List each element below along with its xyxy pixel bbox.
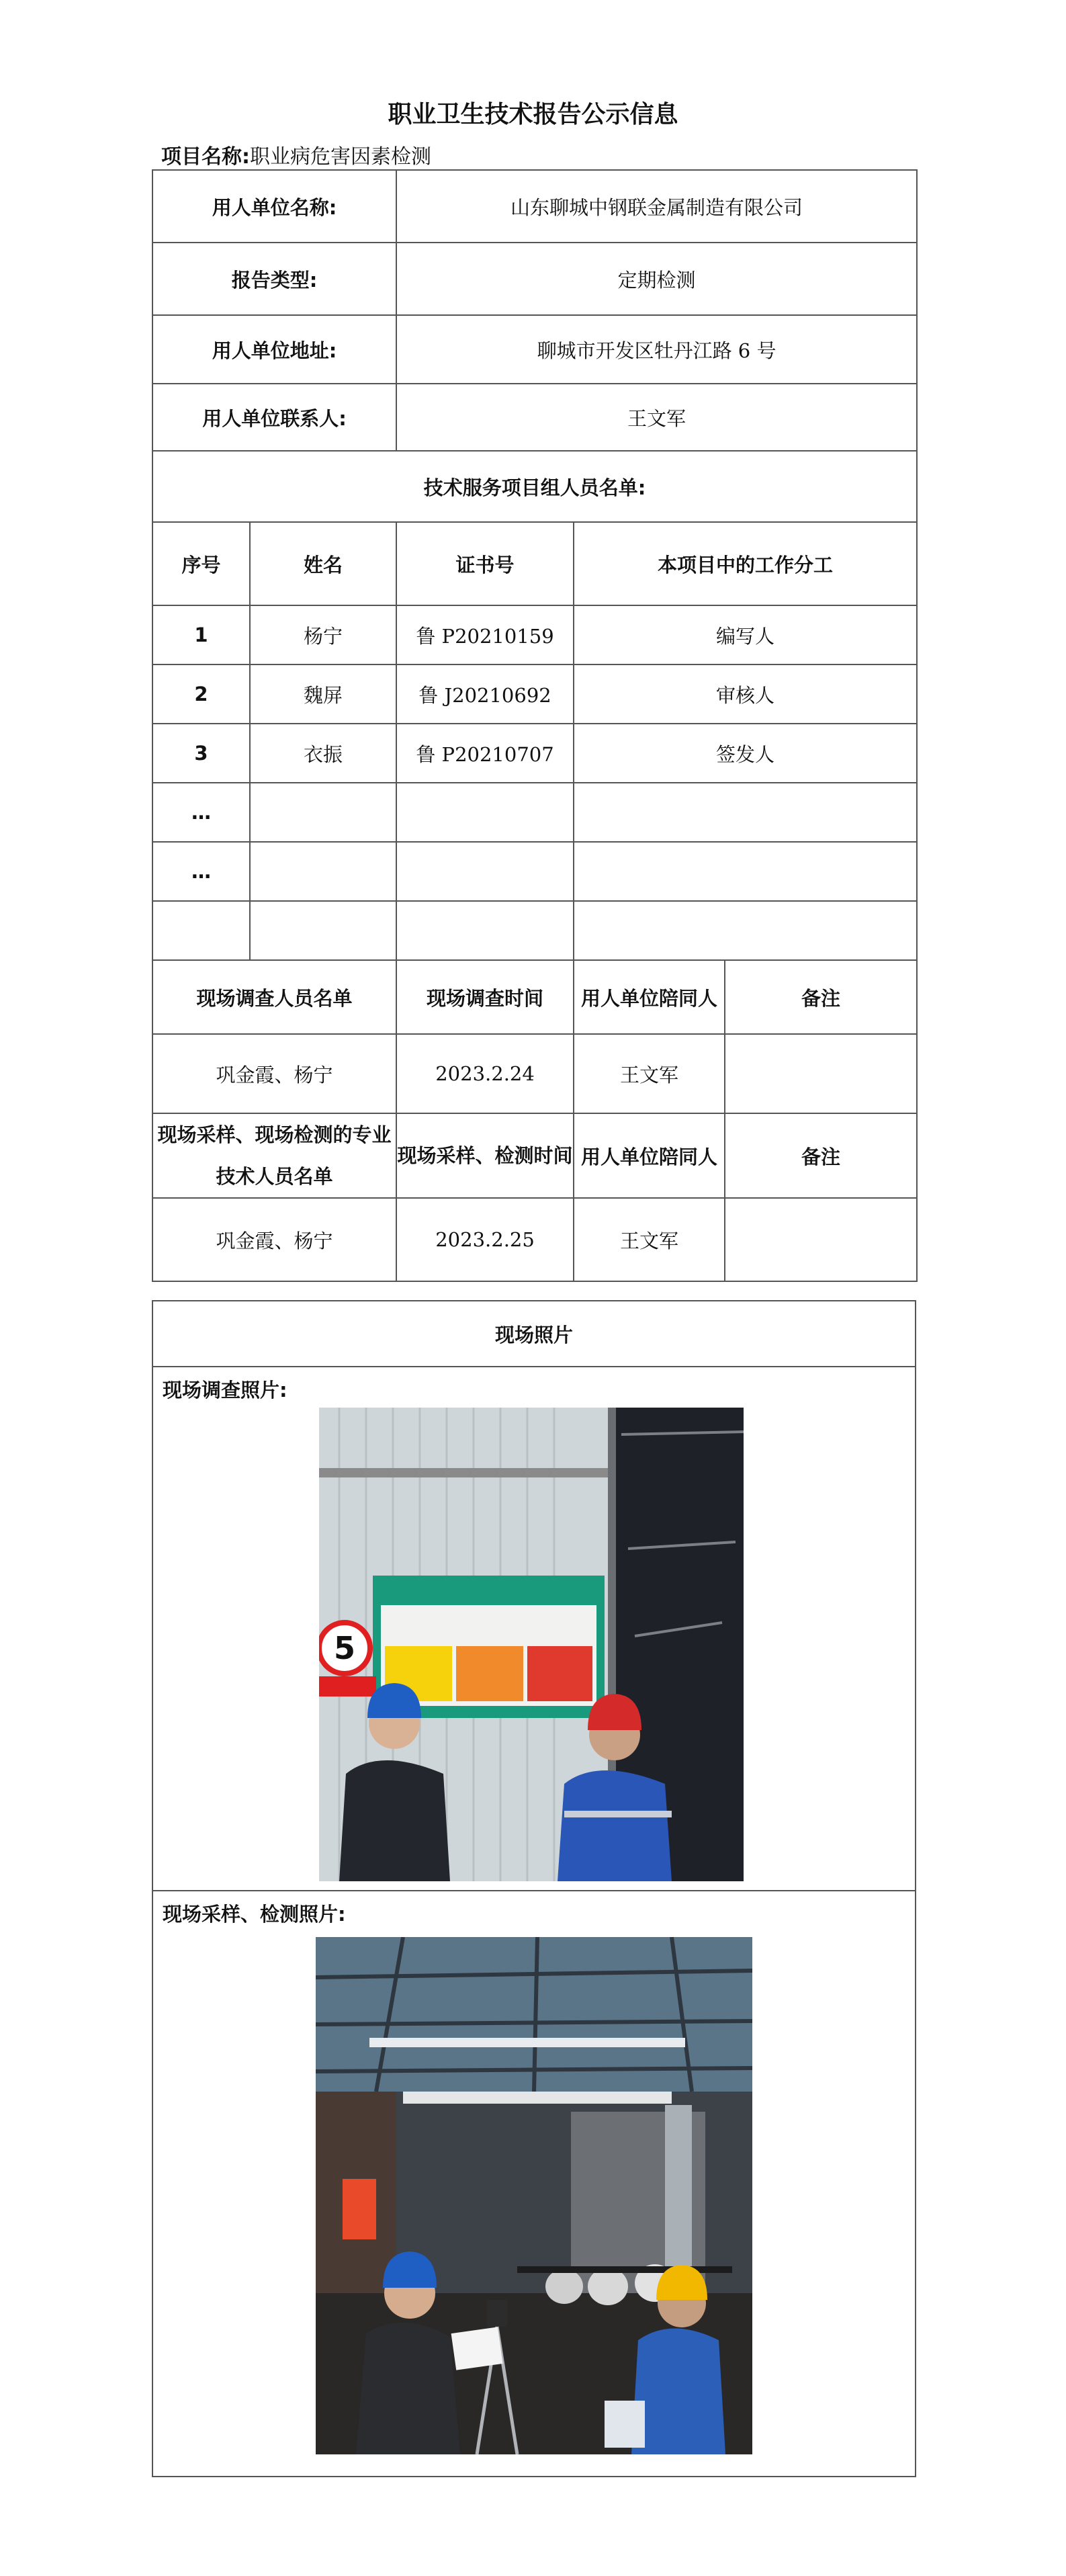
contact-label: 用人单位联系人:	[152, 384, 396, 451]
info-row-address	[152, 315, 917, 384]
page-title: 职业卫生技术报告公示信息	[388, 101, 678, 128]
sampling-header-remark: 备注	[725, 1113, 917, 1198]
sampling-photo	[316, 1937, 752, 2454]
table-row	[152, 724, 917, 783]
team-name	[250, 783, 396, 842]
sampling-staff: 巩金霞、杨宁	[152, 1198, 396, 1281]
team-seq: …	[152, 842, 250, 901]
team-role: 审核人	[574, 664, 917, 724]
team-name	[250, 842, 396, 901]
table-row	[152, 783, 917, 842]
company-value: 山东聊城中钢联金属制造有限公司	[396, 170, 917, 243]
team-cert	[396, 783, 574, 842]
survey-photo-label: 现场调查照片:	[163, 1379, 287, 1402]
team-title: 技术服务项目组人员名单:	[152, 451, 917, 522]
survey-header-row	[152, 960, 917, 1034]
team-cert: 鲁 P20210707	[396, 724, 574, 783]
info-row-contact	[152, 384, 917, 451]
company-label: 用人单位名称:	[152, 170, 396, 243]
survey-staff: 巩金霞、杨宁	[152, 1034, 396, 1113]
sampling-header-staff: 现场采样、现场检测的专业技术人员名单	[152, 1113, 396, 1198]
address-value: 聊城市开发区牡丹江路 6 号	[396, 315, 917, 384]
team-title-row	[152, 451, 917, 522]
contact-value: 王文军	[396, 384, 917, 451]
team-seq: 2	[152, 664, 250, 724]
report-type-value: 定期检测	[396, 243, 917, 315]
table-row	[152, 842, 917, 901]
sampling-photo-label: 现场采样、检测照片:	[163, 1903, 346, 1926]
team-name	[250, 901, 396, 960]
team-seq: 3	[152, 724, 250, 783]
info-row-company	[152, 170, 917, 243]
team-name: 衣振	[250, 724, 396, 783]
project-name	[161, 140, 431, 169]
sampling-header-time: 现场采样、检测时间	[396, 1113, 574, 1198]
survey-escort: 王文军	[574, 1034, 725, 1113]
team-header-seq: 序号	[152, 522, 250, 605]
address-label: 用人单位地址:	[152, 315, 396, 384]
team-header-role: 本项目中的工作分工	[574, 522, 917, 605]
svg-text:5: 5	[333, 1630, 356, 1666]
survey-photo	[319, 1408, 744, 1881]
team-header-row	[152, 522, 917, 605]
survey-header-escort: 用人单位陪同人	[574, 960, 725, 1034]
team-seq	[152, 901, 250, 960]
team-cert	[396, 842, 574, 901]
sampling-header-escort: 用人单位陪同人	[574, 1113, 725, 1198]
sampling-remark	[725, 1198, 917, 1281]
team-role	[574, 783, 917, 842]
sampling-time: 2023.2.25	[396, 1198, 574, 1281]
table-row	[152, 901, 917, 960]
team-role	[574, 901, 917, 960]
survey-remark	[725, 1034, 917, 1113]
team-seq: 1	[152, 605, 250, 664]
team-cert: 鲁 J20210692	[396, 664, 574, 724]
survey-row	[152, 1034, 917, 1113]
table-row	[152, 605, 917, 664]
photos-title: 现场照片	[152, 1301, 916, 1367]
survey-header-time: 现场调查时间	[396, 960, 574, 1034]
photos-title-row	[152, 1301, 916, 1367]
team-header-name: 姓名	[250, 522, 396, 605]
project-value: 职业病危害因素检测	[250, 145, 431, 169]
survey-header-remark: 备注	[725, 960, 917, 1034]
team-name: 杨宁	[250, 605, 396, 664]
sampling-header-row	[152, 1113, 917, 1198]
report-info-table	[152, 169, 918, 1282]
table-row	[152, 664, 917, 724]
team-seq: …	[152, 783, 250, 842]
sampling-row	[152, 1198, 917, 1281]
team-cert	[396, 901, 574, 960]
team-role	[574, 842, 917, 901]
sampling-escort: 王文军	[574, 1198, 725, 1281]
team-role: 签发人	[574, 724, 917, 783]
team-role: 编写人	[574, 605, 917, 664]
survey-header-staff: 现场调查人员名单	[152, 960, 396, 1034]
info-row-report-type	[152, 243, 917, 315]
report-type-label: 报告类型:	[152, 243, 396, 315]
team-name: 魏屏	[250, 664, 396, 724]
team-header-cert: 证书号	[396, 522, 574, 605]
project-label: 项目名称:	[161, 145, 250, 169]
team-cert: 鲁 P20210159	[396, 605, 574, 664]
survey-time: 2023.2.24	[396, 1034, 574, 1113]
